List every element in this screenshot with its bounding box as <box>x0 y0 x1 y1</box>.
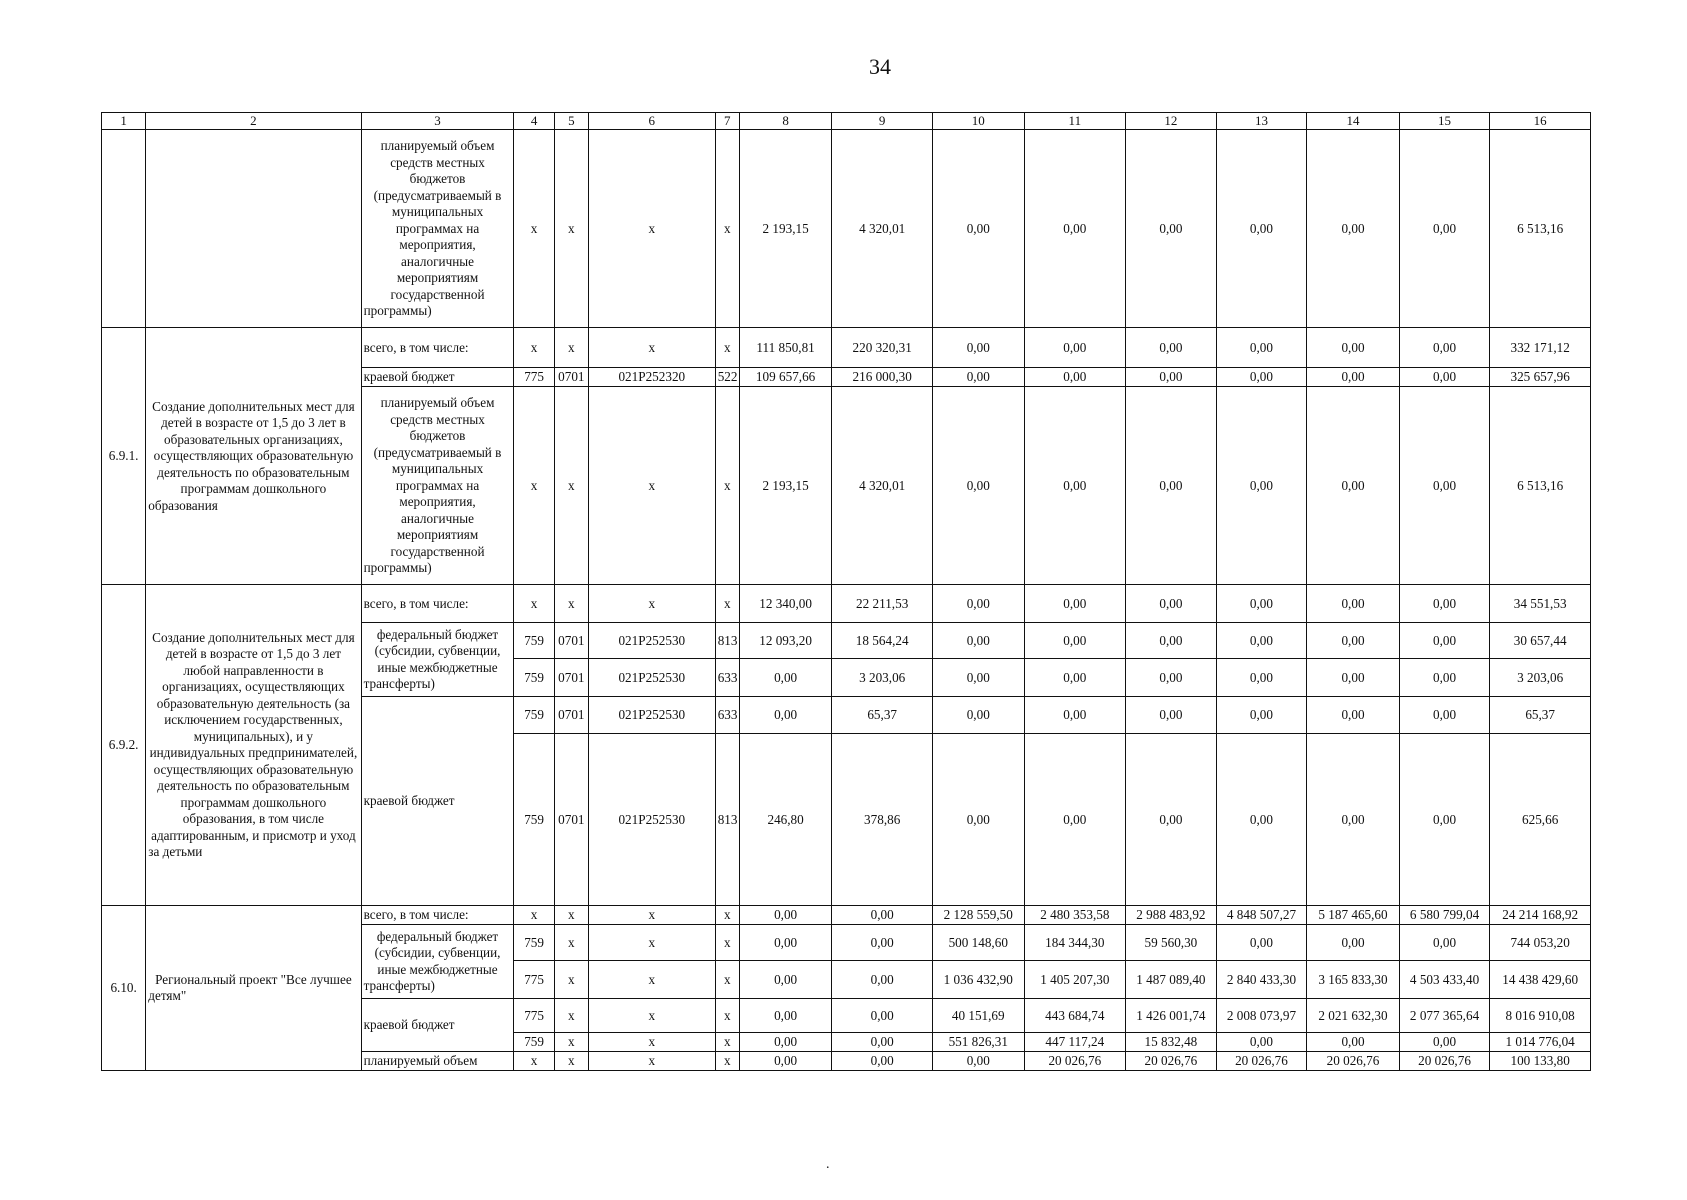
cell: x <box>514 906 554 925</box>
cell: 20 026,76 <box>1216 1052 1307 1071</box>
col-header: 16 <box>1490 113 1591 130</box>
cell: 0701 <box>554 368 588 387</box>
cell: 0,00 <box>739 906 832 925</box>
cell: x <box>554 999 588 1033</box>
cell: x <box>588 906 715 925</box>
cell: x <box>514 585 554 623</box>
cell: 759 <box>514 697 554 734</box>
cell: 0,00 <box>932 387 1024 585</box>
cell: 378,86 <box>832 734 933 906</box>
cell: x <box>588 585 715 623</box>
funding-source: планируемый объем <box>361 1052 514 1071</box>
cell: 0,00 <box>932 328 1024 368</box>
cell: 551 826,31 <box>932 1033 1024 1052</box>
cell: 184 344,30 <box>1024 925 1126 961</box>
cell: x <box>715 585 739 623</box>
cell: x <box>554 387 588 585</box>
funding-source: планируемый объем средств местных бюджетов (предусматриваемый в муниципальных программах на мероприятия, аналогичные мероприятиям государственной программы) <box>361 387 514 585</box>
cell: x <box>715 387 739 585</box>
cell: 2 840 433,30 <box>1216 961 1307 999</box>
cell: 0,00 <box>1126 328 1217 368</box>
cell: 2 193,15 <box>739 387 832 585</box>
cell: 20 026,76 <box>1024 1052 1126 1071</box>
cell: 759 <box>514 1033 554 1052</box>
cell: 0,00 <box>932 368 1024 387</box>
cell: x <box>715 925 739 961</box>
cell: x <box>715 130 739 328</box>
cell: 332 171,12 <box>1490 328 1591 368</box>
cell: 5 187 465,60 <box>1307 906 1400 925</box>
col-header: 8 <box>739 113 832 130</box>
cell: 15 832,48 <box>1126 1033 1217 1052</box>
cell: 22 211,53 <box>832 585 933 623</box>
cell: 2 480 353,58 <box>1024 906 1126 925</box>
cell: 0,00 <box>1307 1033 1400 1052</box>
cell: 0701 <box>554 623 588 659</box>
funding-source: планируемый объем средств местных бюджетов (предусматриваемый в муниципальных программах на мероприятия, аналогичные мероприятиям государственной программы) <box>361 130 514 328</box>
cell: 447 117,24 <box>1024 1033 1126 1052</box>
cell: 0,00 <box>1307 130 1400 328</box>
table-row <box>102 906 1591 925</box>
table-row <box>102 328 1591 368</box>
cell: 0,00 <box>832 925 933 961</box>
cell: 325 657,96 <box>1490 368 1591 387</box>
row-description <box>146 130 361 328</box>
cell: 0,00 <box>932 659 1024 697</box>
cell: x <box>554 906 588 925</box>
cell: 20 026,76 <box>1307 1052 1400 1071</box>
cell: x <box>514 328 554 368</box>
cell: 0,00 <box>1307 925 1400 961</box>
cell: 0,00 <box>739 659 832 697</box>
cell: 0,00 <box>1024 659 1126 697</box>
cell: 021P252320 <box>588 368 715 387</box>
footer-mark: . <box>826 1157 830 1172</box>
cell: 0,00 <box>1307 734 1400 906</box>
cell: x <box>554 1052 588 1071</box>
cell: 0,00 <box>932 1052 1024 1071</box>
cell: 2 128 559,50 <box>932 906 1024 925</box>
cell: 0,00 <box>1399 130 1490 328</box>
cell: 65,37 <box>1490 697 1591 734</box>
cell: 40 151,69 <box>932 999 1024 1033</box>
cell: 0,00 <box>1024 387 1126 585</box>
cell: 0,00 <box>1024 130 1126 328</box>
cell: 0,00 <box>1024 734 1126 906</box>
row-description: Создание дополнительных мест для детей в возрасте от 1,5 до 3 лет любой направленности в организациях, осуществляющих образовательную деятельность (за исключением государственных, муниципальных), и у индивидуальных предпринимателей, осуществляющих образовательную деятельность по образовательным программам дошкольного образования, в том числе адаптированным, и присмотр и уход за детьми <box>146 585 361 906</box>
cell: 0,00 <box>1399 697 1490 734</box>
funding-source: краевой бюджет <box>361 368 514 387</box>
table-row <box>102 130 1591 328</box>
cell: 633 <box>715 697 739 734</box>
cell: 4 320,01 <box>832 130 933 328</box>
col-header: 13 <box>1216 113 1307 130</box>
table-row <box>102 585 1591 623</box>
col-header: 6 <box>588 113 715 130</box>
cell: 24 214 168,92 <box>1490 906 1591 925</box>
cell: 0,00 <box>1126 697 1217 734</box>
col-header: 15 <box>1399 113 1490 130</box>
cell: x <box>715 1052 739 1071</box>
cell: 0,00 <box>1399 623 1490 659</box>
cell: x <box>554 961 588 999</box>
cell: 0,00 <box>832 1033 933 1052</box>
cell: 34 551,53 <box>1490 585 1591 623</box>
cell: 3 165 833,30 <box>1307 961 1400 999</box>
col-header: 7 <box>715 113 739 130</box>
cell: 1 405 207,30 <box>1024 961 1126 999</box>
cell: 0,00 <box>739 999 832 1033</box>
col-header: 9 <box>832 113 933 130</box>
cell: 759 <box>514 925 554 961</box>
cell: 759 <box>514 734 554 906</box>
cell: 0,00 <box>1216 925 1307 961</box>
cell: 4 503 433,40 <box>1399 961 1490 999</box>
cell: x <box>715 961 739 999</box>
cell: 220 320,31 <box>832 328 933 368</box>
cell: 1 487 089,40 <box>1126 961 1217 999</box>
cell: 021P252530 <box>588 697 715 734</box>
col-header: 5 <box>554 113 588 130</box>
cell: 0,00 <box>832 906 933 925</box>
funding-source: краевой бюджет <box>361 697 514 906</box>
cell: 021P252530 <box>588 734 715 906</box>
cell: 0,00 <box>932 697 1024 734</box>
cell: 216 000,30 <box>832 368 933 387</box>
cell: 0,00 <box>1126 585 1217 623</box>
cell: 0,00 <box>1024 368 1126 387</box>
cell: 100 133,80 <box>1490 1052 1591 1071</box>
cell: 0701 <box>554 697 588 734</box>
cell: x <box>588 1052 715 1071</box>
cell: 775 <box>514 368 554 387</box>
cell: 0,00 <box>1307 368 1400 387</box>
cell: 0,00 <box>1216 697 1307 734</box>
funding-source: федеральный бюджет (субсидии, субвенции, иные межбюджетные трансферты) <box>361 925 514 999</box>
cell: 775 <box>514 999 554 1033</box>
cell: 443 684,74 <box>1024 999 1126 1033</box>
cell: 0,00 <box>1216 1033 1307 1052</box>
column-number-row <box>102 113 1591 130</box>
cell: 6 513,16 <box>1490 387 1591 585</box>
col-header: 10 <box>932 113 1024 130</box>
row-description: Региональный проект "Все лучшее детям" <box>146 906 361 1071</box>
col-header: 11 <box>1024 113 1126 130</box>
cell: x <box>715 328 739 368</box>
cell: 246,80 <box>739 734 832 906</box>
cell: x <box>588 925 715 961</box>
cell: 0,00 <box>1126 130 1217 328</box>
cell: 0,00 <box>1399 585 1490 623</box>
cell: 111 850,81 <box>739 328 832 368</box>
funding-source: всего, в том числе: <box>361 328 514 368</box>
cell: 0,00 <box>932 623 1024 659</box>
cell: x <box>514 387 554 585</box>
cell: 0,00 <box>1216 659 1307 697</box>
cell: 0,00 <box>1216 130 1307 328</box>
cell: 8 016 910,08 <box>1490 999 1591 1033</box>
cell: 0,00 <box>739 961 832 999</box>
cell: 0,00 <box>1126 387 1217 585</box>
cell: 4 848 507,27 <box>1216 906 1307 925</box>
cell: 0,00 <box>1307 623 1400 659</box>
cell: 759 <box>514 623 554 659</box>
cell: 0,00 <box>1126 368 1217 387</box>
cell: 0,00 <box>1216 585 1307 623</box>
row-index: 6.9.1. <box>102 328 146 585</box>
funding-source: федеральный бюджет (субсидии, субвенции, иные межбюджетные трансферты) <box>361 623 514 697</box>
cell: 20 026,76 <box>1126 1052 1217 1071</box>
cell: 813 <box>715 734 739 906</box>
cell: 4 320,01 <box>832 387 933 585</box>
cell: 0,00 <box>1216 387 1307 585</box>
cell: 633 <box>715 659 739 697</box>
cell: x <box>588 999 715 1033</box>
cell: 0,00 <box>1399 368 1490 387</box>
cell: 0,00 <box>932 585 1024 623</box>
cell: 759 <box>514 659 554 697</box>
col-header: 2 <box>146 113 361 130</box>
row-description: Создание дополнительных мест для детей в возрасте от 1,5 до 3 лет в образовательных организациях, осуществляющих образовательную деятельность по образовательным программам дошкольного образования <box>146 328 361 585</box>
funding-source: всего, в том числе: <box>361 585 514 623</box>
col-header: 14 <box>1307 113 1400 130</box>
cell: 0,00 <box>1399 659 1490 697</box>
cell: 0,00 <box>1399 328 1490 368</box>
cell: x <box>715 1033 739 1052</box>
cell: x <box>588 130 715 328</box>
cell: 0,00 <box>1216 734 1307 906</box>
cell: 0,00 <box>739 1052 832 1071</box>
cell: 1 426 001,74 <box>1126 999 1217 1033</box>
cell: 0,00 <box>1399 925 1490 961</box>
cell: 744 053,20 <box>1490 925 1591 961</box>
cell: 0,00 <box>1216 328 1307 368</box>
cell: 3 203,06 <box>1490 659 1591 697</box>
cell: 6 513,16 <box>1490 130 1591 328</box>
cell: 59 560,30 <box>1126 925 1217 961</box>
cell: 0,00 <box>1126 734 1217 906</box>
cell: 0,00 <box>1024 585 1126 623</box>
cell: 0,00 <box>1307 387 1400 585</box>
cell: x <box>715 906 739 925</box>
cell: 18 564,24 <box>832 623 933 659</box>
cell: 0,00 <box>1216 368 1307 387</box>
cell: 0,00 <box>1307 328 1400 368</box>
cell: 0,00 <box>739 925 832 961</box>
cell: 0701 <box>554 659 588 697</box>
cell: 2 988 483,92 <box>1126 906 1217 925</box>
cell: 0,00 <box>832 999 933 1033</box>
cell: x <box>588 387 715 585</box>
cell: x <box>588 328 715 368</box>
cell: x <box>554 130 588 328</box>
cell: 0,00 <box>1399 1033 1490 1052</box>
cell: x <box>514 130 554 328</box>
cell: x <box>554 925 588 961</box>
cell: 0,00 <box>739 1033 832 1052</box>
cell: 65,37 <box>832 697 933 734</box>
col-header: 12 <box>1126 113 1217 130</box>
funding-source: всего, в том числе: <box>361 906 514 925</box>
row-index: 6.10. <box>102 906 146 1071</box>
budget-table <box>101 112 1591 1071</box>
cell: 775 <box>514 961 554 999</box>
cell: 12 093,20 <box>739 623 832 659</box>
cell: 0,00 <box>832 961 933 999</box>
cell: 625,66 <box>1490 734 1591 906</box>
cell: 2 008 073,97 <box>1216 999 1307 1033</box>
cell: 0,00 <box>1307 659 1400 697</box>
cell: x <box>715 999 739 1033</box>
cell: 0,00 <box>1307 585 1400 623</box>
cell: 3 203,06 <box>832 659 933 697</box>
cell: 0701 <box>554 734 588 906</box>
cell: 0,00 <box>832 1052 933 1071</box>
cell: 12 340,00 <box>739 585 832 623</box>
page-number: 34 <box>869 54 891 79</box>
col-header: 4 <box>514 113 554 130</box>
cell: 20 026,76 <box>1399 1052 1490 1071</box>
cell: 021P252530 <box>588 623 715 659</box>
cell: 109 657,66 <box>739 368 832 387</box>
cell: x <box>588 961 715 999</box>
cell: 30 657,44 <box>1490 623 1591 659</box>
cell: 500 148,60 <box>932 925 1024 961</box>
col-header: 3 <box>361 113 514 130</box>
cell: 14 438 429,60 <box>1490 961 1591 999</box>
cell: x <box>554 1033 588 1052</box>
cell: 0,00 <box>1399 387 1490 585</box>
cell: 0,00 <box>1399 734 1490 906</box>
cell: 0,00 <box>739 697 832 734</box>
funding-source: краевой бюджет <box>361 999 514 1052</box>
cell: 0,00 <box>1216 623 1307 659</box>
cell: 522 <box>715 368 739 387</box>
cell: 0,00 <box>1126 623 1217 659</box>
cell: 0,00 <box>932 734 1024 906</box>
cell: 0,00 <box>1307 697 1400 734</box>
cell: 2 193,15 <box>739 130 832 328</box>
cell: x <box>554 328 588 368</box>
cell: 6 580 799,04 <box>1399 906 1490 925</box>
cell: 0,00 <box>1024 328 1126 368</box>
cell: x <box>554 585 588 623</box>
cell: 0,00 <box>932 130 1024 328</box>
cell: 0,00 <box>1024 697 1126 734</box>
cell: 1 036 432,90 <box>932 961 1024 999</box>
cell: x <box>514 1052 554 1071</box>
row-index: 6.9.2. <box>102 585 146 906</box>
cell: 813 <box>715 623 739 659</box>
col-header: 1 <box>102 113 146 130</box>
cell: 0,00 <box>1126 659 1217 697</box>
cell: 1 014 776,04 <box>1490 1033 1591 1052</box>
cell: 2 021 632,30 <box>1307 999 1400 1033</box>
cell: 021P252530 <box>588 659 715 697</box>
cell: x <box>588 1033 715 1052</box>
row-index <box>102 130 146 328</box>
cell: 2 077 365,64 <box>1399 999 1490 1033</box>
cell: 0,00 <box>1024 623 1126 659</box>
